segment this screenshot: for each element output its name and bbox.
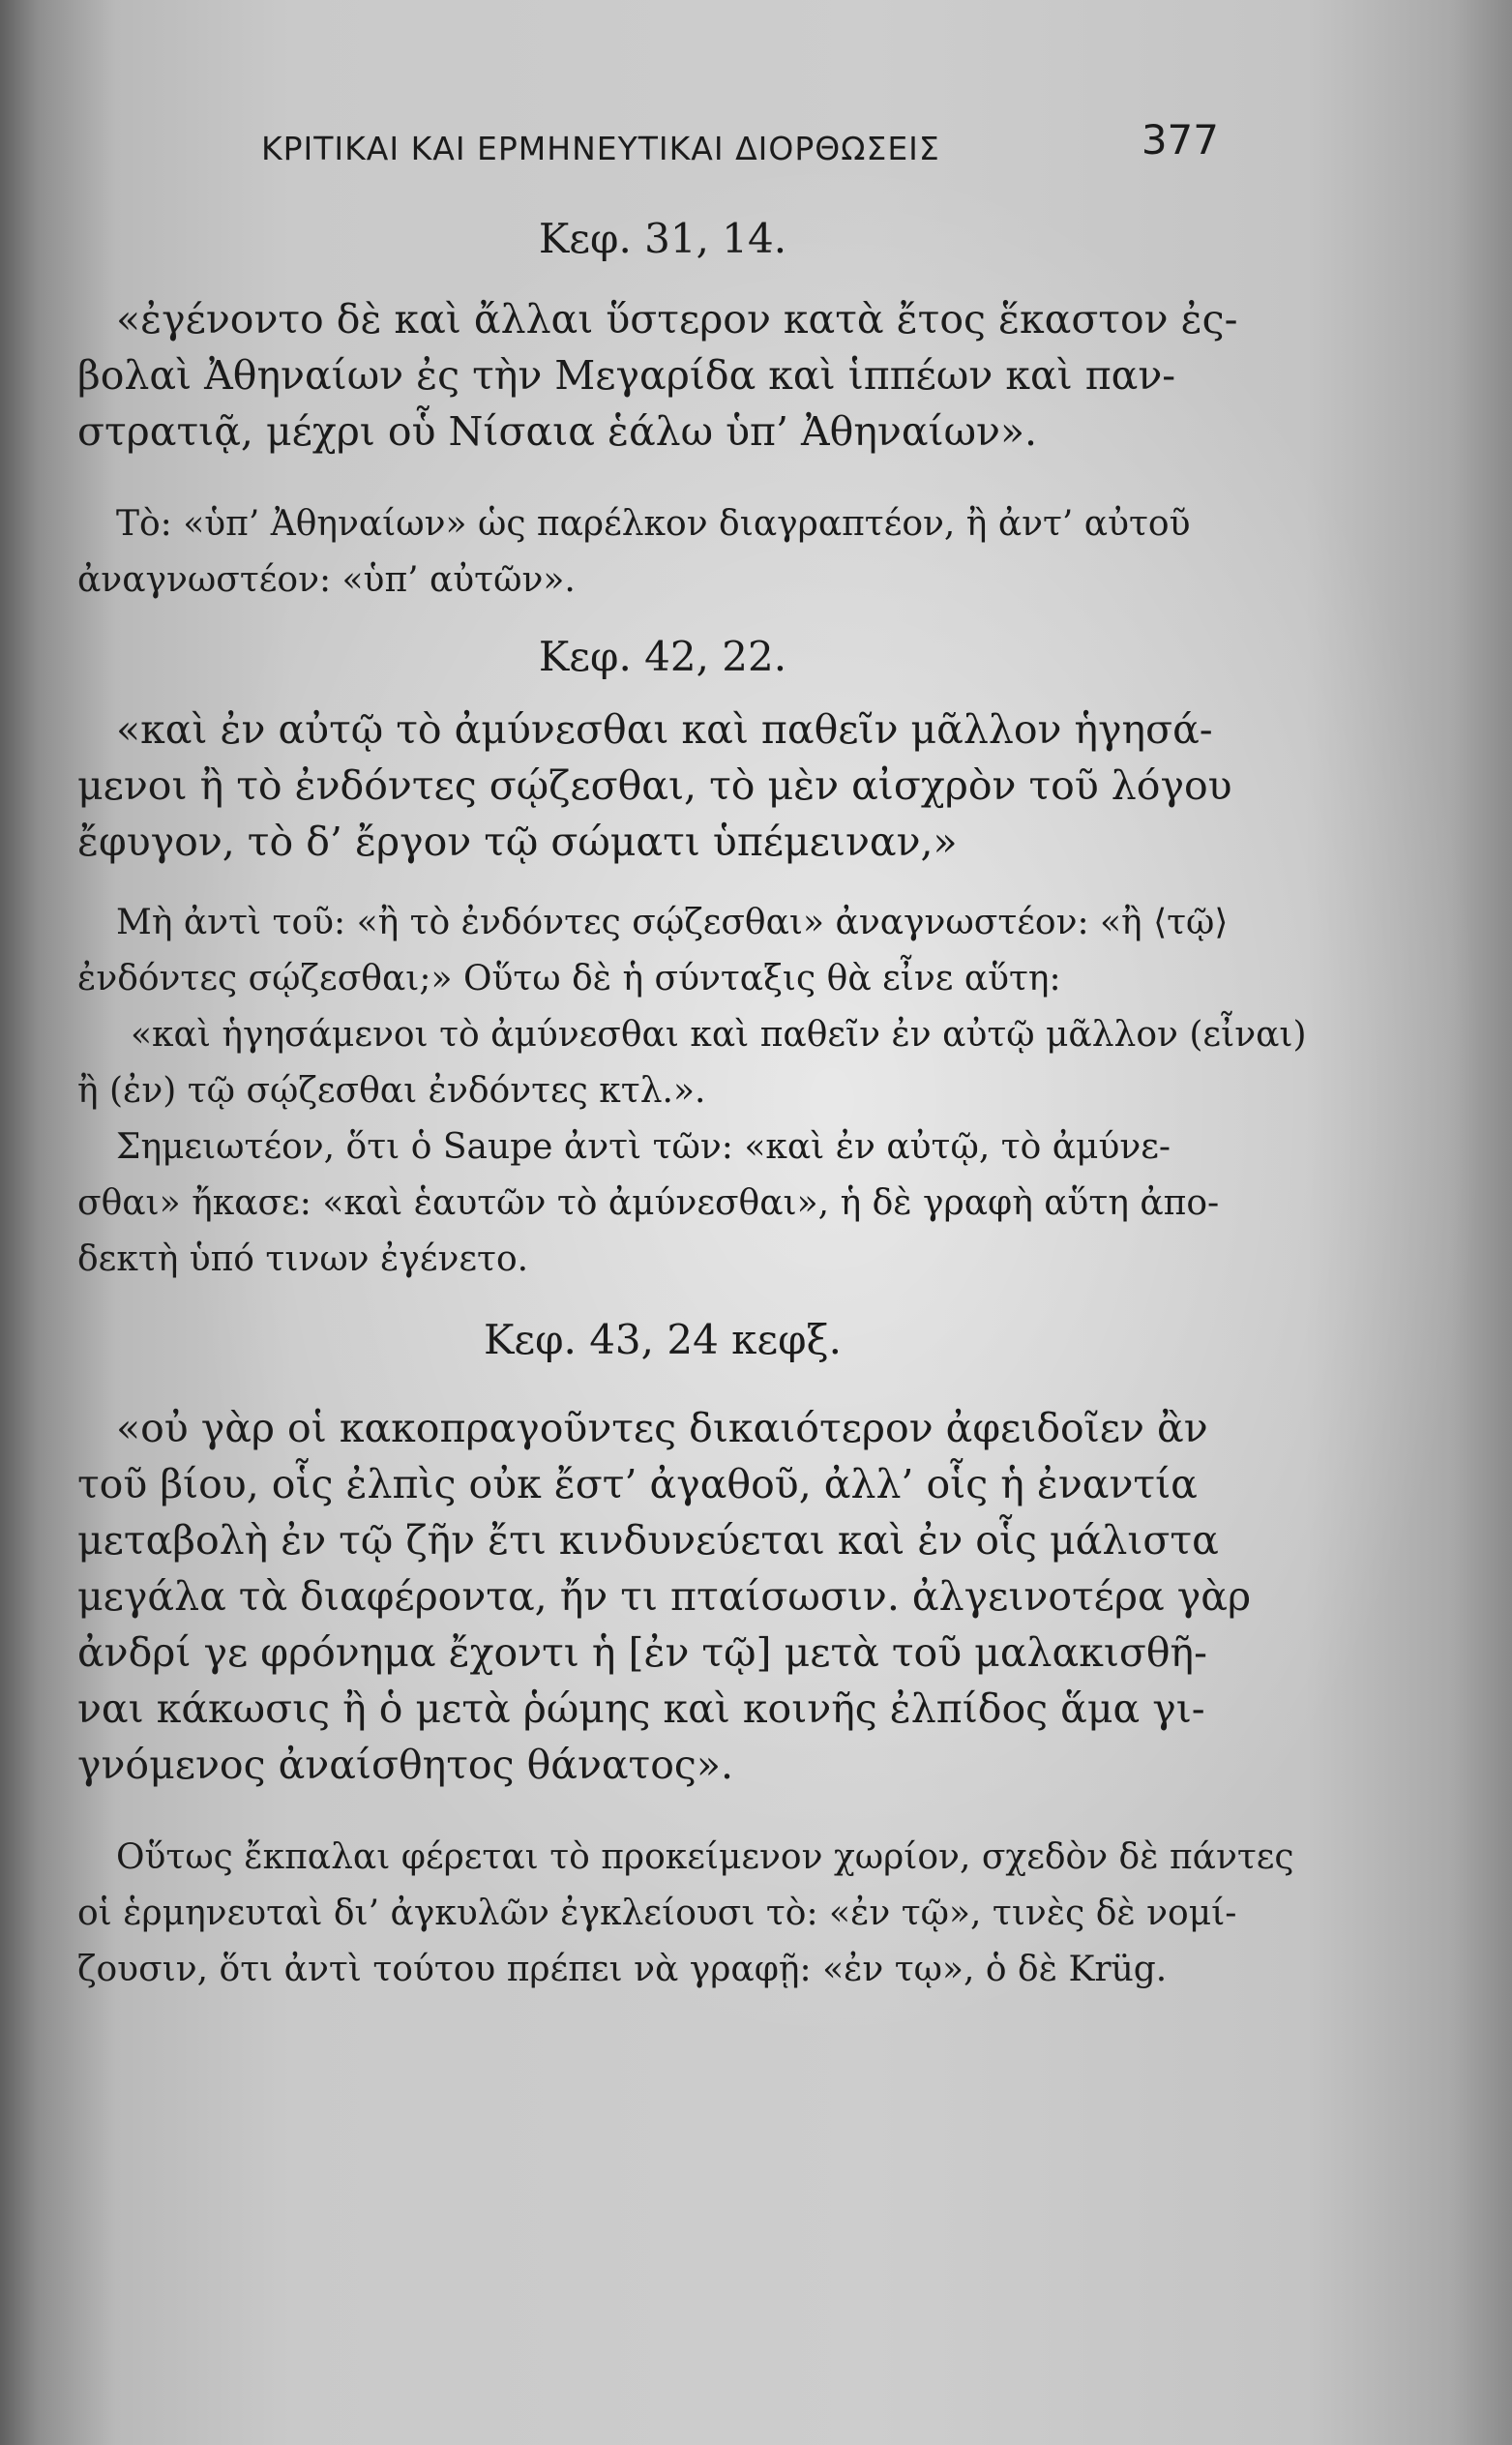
quote-line: τοῦ βίου, οἷς ἐλπὶς οὐκ ἔστ’ ἀγαθοῦ, ἀλλ’ οἷς ἡ ἐναντία bbox=[77, 1461, 1198, 1507]
quote-line: μεγάλα τὰ διαφέροντα, ἤν τι πταίσωσιν. ἀλγεινοτέρα γὰρ bbox=[77, 1573, 1252, 1620]
chapter-heading: Κεφ. 42, 22. bbox=[538, 633, 787, 680]
quoted-passage bbox=[77, 701, 1248, 870]
note-line: ἐνδόντες σῴζεσθαι;» Οὕτω δὲ ἡ σύνταξις θὰ εἶνε αὕτη: bbox=[77, 959, 1061, 999]
commentary-paragraph bbox=[77, 895, 1307, 1119]
quote-line: ἔφυγον, τὸ δ’ ἔργον τῷ σώματι ὑπέμειναν,» bbox=[77, 819, 958, 865]
quote-line: στρατιᾷ, μέχρι οὗ Νίσαια ἑάλω ὑπ’ Ἀθηναίων». bbox=[77, 408, 1038, 455]
page-body bbox=[77, 208, 1307, 1998]
quote-line: «καὶ ἐν αὐτῷ τὸ ἀμύνεσθαι καὶ παθεῖν μᾶλλον ἡγησά- bbox=[116, 706, 1213, 753]
running-head: ΚΡΙΤΙΚΑΙ ΚΑΙ ΕΡΜΗΝΕΥΤΙΚΑΙ ΔΙΟΡΘΩΣΕΙΣ bbox=[261, 130, 940, 167]
quoted-passage bbox=[77, 291, 1248, 460]
commentary-paragraph bbox=[77, 496, 1248, 609]
quote-line: βολαὶ Ἀθηναίων ἐς τὴν Μεγαρίδα καὶ ἱππέων καὶ παν- bbox=[77, 352, 1176, 399]
quoted-passage bbox=[77, 1400, 1252, 1793]
note-line: οἱ ἑρμηνευταὶ δι’ ἀγκυλῶν ἐγκλείουσι τὸ: «ἐν τῷ», τινὲς δὲ νομί- bbox=[77, 1893, 1237, 1933]
commentary-paragraph bbox=[77, 1119, 1248, 1288]
quote-line: ἀνδρί γε φρόνημα ἔχοντι ἡ [ἐν τῷ] μετὰ τοῦ μαλακισθῆ- bbox=[77, 1629, 1207, 1676]
quote-line: «ἐγένοντο δὲ καὶ ἄλλαι ὕστερον κατὰ ἔτος ἕκαστον ἐς- bbox=[116, 296, 1238, 343]
note-line: ἢ (ἐν) τῷ σῴζεσθαι ἐνδόντες κτλ.». bbox=[77, 1071, 706, 1111]
note-line: ζουσιν, ὅτι ἀντὶ τούτου πρέπει νὰ γραφῇ: «ἐν τῳ», ὁ δὲ Krüg. bbox=[77, 1950, 1168, 1989]
note-line: ἀναγνωστέον: «ὑπ’ αὐτῶν». bbox=[77, 560, 576, 600]
quote-line: μεταβολὴ ἐν τῷ ζῆν ἔτι κινδυνεύεται καὶ ἐν οἷς μάλιστα bbox=[77, 1517, 1219, 1564]
note-line: Οὕτως ἔκπαλαι φέρεται τὸ προκείμενον χωρίον, σχεδὸν δὲ πάντες bbox=[116, 1837, 1294, 1877]
commentary-paragraph bbox=[77, 1830, 1294, 1998]
page-number: 377 bbox=[1141, 116, 1219, 164]
chapter-heading: Κεφ. 43, 24 κεφξ. bbox=[483, 1316, 843, 1363]
quote-line: μενοι ἢ τὸ ἐνδόντες σῴζεσθαι, τὸ μὲν αἰσχρὸν τοῦ λόγου bbox=[77, 762, 1232, 809]
quote-line: «οὐ γὰρ οἱ κακοπραγοῦντες δικαιότερον ἀφειδοῖεν ἂν bbox=[116, 1405, 1208, 1451]
quote-line: γνόμενος ἀναίσθητος θάνατος». bbox=[77, 1742, 734, 1788]
note-line: σθαι» ἤκασε: «καὶ ἑαυτῶν τὸ ἀμύνεσθαι», ἡ δὲ γραφὴ αὕτη ἀπο- bbox=[77, 1183, 1220, 1223]
note-line: Σημειωτέον, ὅτι ὁ Saupe ἀντὶ τῶν: «καὶ ἐν αὐτῷ, τὸ ἀμύνε- bbox=[116, 1127, 1171, 1167]
note-line: Μὴ ἀντὶ τοῦ: «ἢ τὸ ἐνδόντες σῴζεσθαι» ἀναγνωστέον: «ἢ ⟨τῷ⟩ bbox=[116, 903, 1229, 942]
page-header bbox=[261, 116, 1219, 184]
chapter-heading: Κεφ. 31, 14. bbox=[538, 215, 787, 262]
note-line: «καὶ ἡγησάμενοι τὸ ἀμύνεσθαι καὶ παθεῖν ἐν αὐτῷ μᾶλλον (εἶναι) bbox=[131, 1015, 1307, 1055]
note-line: δεκτὴ ὑπό τινων ἐγένετο. bbox=[77, 1239, 529, 1279]
quote-line: ναι κάκωσις ἢ ὁ μετὰ ῥώμης καὶ κοινῆς ἐλπίδος ἅμα γι- bbox=[77, 1685, 1205, 1732]
note-line: Τὸ: «ὑπ’ Ἀθηναίων» ὡς παρέλκον διαγραπτέον, ἢ ἀντ’ αὐτοῦ bbox=[116, 504, 1191, 544]
